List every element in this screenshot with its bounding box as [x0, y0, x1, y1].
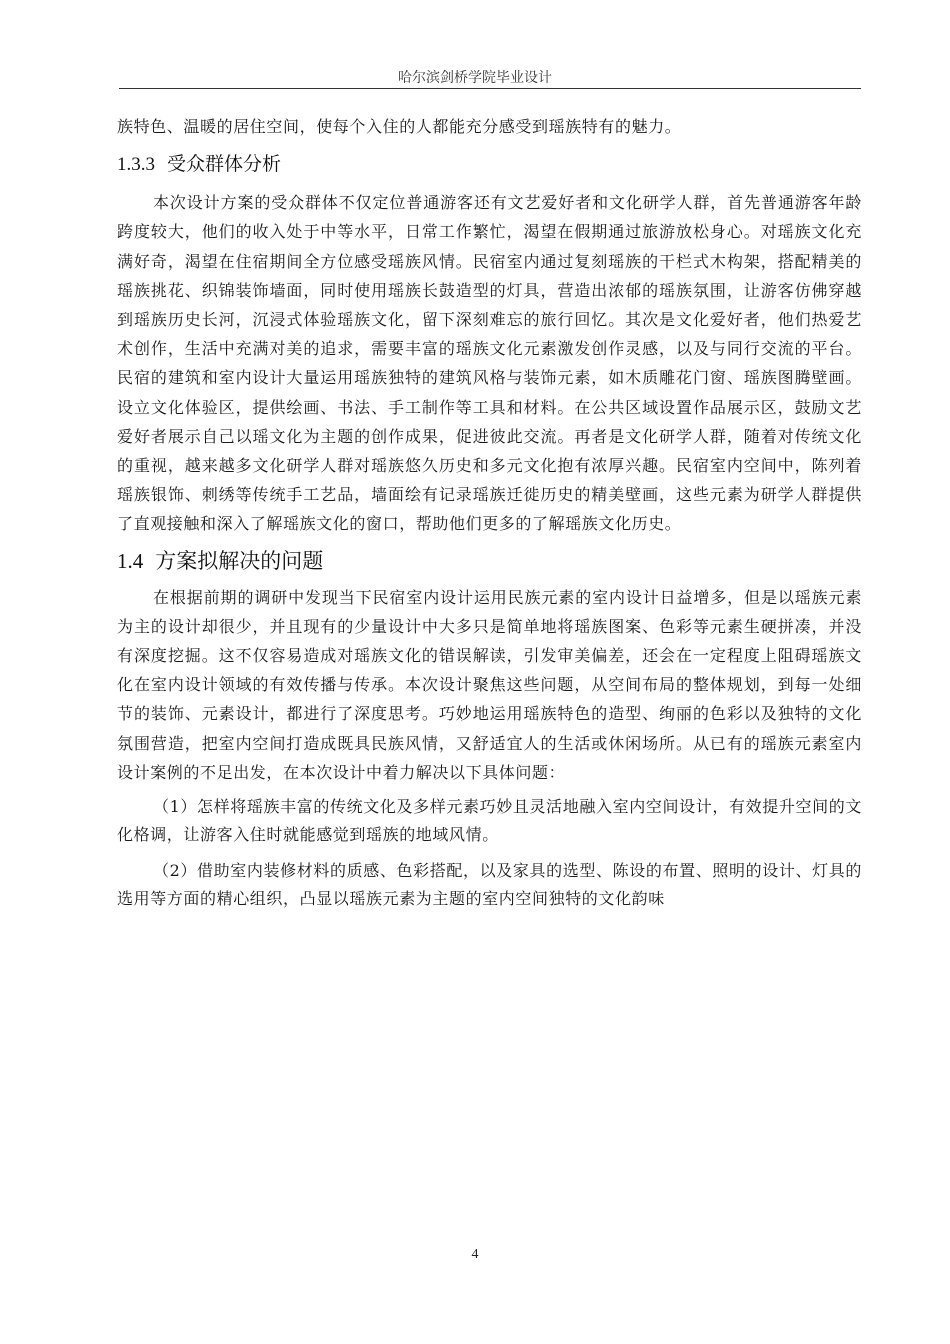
problem-list — [117, 793, 862, 913]
section-title: 受众群体分析 — [167, 153, 282, 176]
problems-paragraph: 在根据前期的调研中发现当下民宿室内设计运用民族元素的室内设计日益增多，但是以瑶族元素为主的设计却很少，并且现有的少量设计中大多只是简单地将瑶族图案、色彩等元素生硬拼凑，并没有深度挖掘。这不仅容易造成对瑶族文化的错误解读，引发审美偏差，还会在一定程度上阻碍瑶族文化在室内设计领域的有效传播与传承。本次设计聚焦这些问题，从空间布局的整体规划，到每一处细节的装饰、元素设计，都进行了深度思考。巧妙地运用瑶族特色的造型、绚丽的色彩以及独特的文化氛围营造，把室内空间打造成既具民族风情，又舒适宜人的生活或休闲场所。从已有的瑶族元素室内设计案例的不足出发，在本次设计中着力解决以下具体问题： — [117, 587, 862, 782]
section-title: 方案拟解决的问题 — [155, 548, 324, 573]
problem-item-2: （2）借助室内装修材料的质感、色彩搭配，以及家具的选型、陈设的布置、照明的设计、灯具的选用等方面的精心组织，凸显以瑶族元素为主题的室内空间独特的文化韵味 — [117, 861, 862, 909]
audience-analysis-paragraph: 本次设计方案的受众群体不仅定位普通游客还有文艺爱好者和文化研学人群，首先普通游客年龄跨度较大，他们的收入处于中等水平，日常工作繁忙，渴望在假期通过旅游放松身心。对瑶族文化充满好奇，渴望在住宿期间全方位感受瑶族风情。民宿室内通过复刻瑶族的干栏式木构架，搭配精美的瑶族挑花、织锦装饰墙面，同时使用瑶族长鼓造型的灯具，营造出浓郁的瑶族氛围，让游客仿佛穿越到瑶族历史长河，沉浸式体验瑶族文化，留下深刻难忘的旅行回忆。其次是文化爱好者，他们热爱艺术创作，生活中充满对美的追求，需要丰富的瑶族文化元素激发创作灵感，以及与同行交流的平台。民宿的建筑和室内设计大量运用瑶族独特的建筑风格与装饰元素，如木质雕花门窗、瑶族图腾壁画。设立文化体验区，提供绘画、书法、手工制作等工具和材料。在公共区域设置作品展示区，鼓励文艺爱好者展示自己以瑶文化为主题的创作成果，促进彼此交流。再者是文化研学人群，随着对传统文化的重视，越来越多文化研学人群对瑶族悠久历史和多元文化抱有浓厚兴趣。民宿室内空间中，陈列着瑶族银饰、刺绣等传统手工艺品，墙面绘有记录瑶族迁徙历史的精美壁画，这些元素为研学人群提供了直观接触和深入了解瑶族文化的窗口，帮助他们更多的了解瑶族文化历史。 — [117, 193, 862, 534]
page-body — [117, 112, 862, 913]
problem-item-1: （1）怎样将瑶族丰富的传统文化及多样元素巧妙且灵活地融入室内空间设计，有效提升空间的文化格调，让游客入住时就能感觉到瑶族的地域风情。 — [117, 797, 862, 845]
intro-paragraph: 族特色、温暖的居住空间，使每个入住的人都能充分感受到瑶族特有的魅力。 — [117, 117, 682, 136]
section-number: 1.3.3 — [117, 154, 155, 176]
header-divider — [119, 88, 861, 89]
page-number: 4 — [471, 1247, 479, 1262]
section-heading-1-3-3 — [117, 147, 862, 182]
page-header-title: 哈尔滨剑桥学院毕业设计 — [398, 70, 552, 86]
section-heading-1-4 — [117, 543, 862, 579]
section-number: 1.4 — [117, 548, 144, 573]
